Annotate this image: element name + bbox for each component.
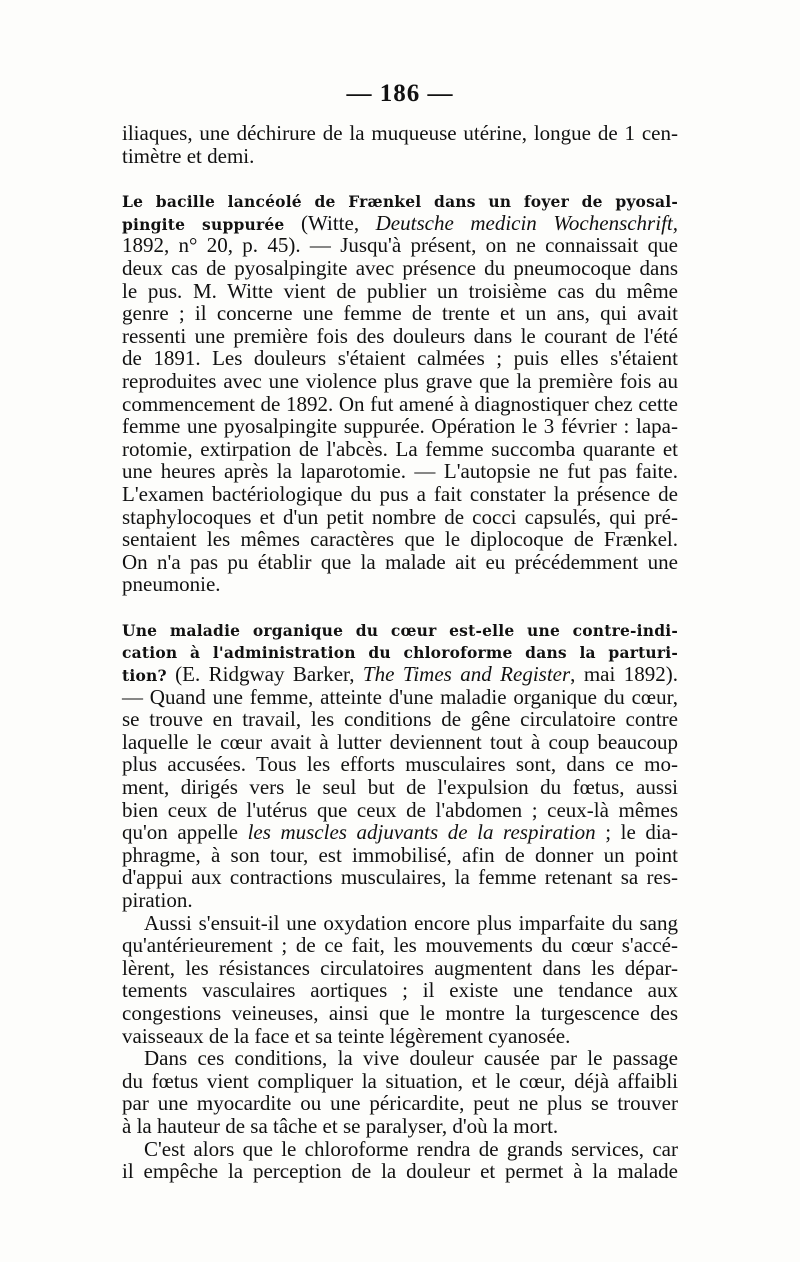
text-line: tements vasculaires aortiques ; il existe une tendance aux (122, 978, 678, 1003)
text-line: pneumonie. (122, 572, 221, 597)
journal-name: Deutsche medicin Wochenschrift, (375, 210, 678, 235)
text-line: reproduites avec une violence plus grave que la première fois au (122, 368, 678, 393)
text-line: timètre et demi. (122, 143, 255, 168)
article-title-line (122, 640, 678, 663)
text-line: une heures après la laparotomie. — L'autopsie ne fut pas faite. (122, 459, 678, 484)
text-line: Dans ces conditions, la vive douleur causée par le passage (144, 1046, 678, 1071)
text-line: femme une pyosalpingite suppurée. Opération le 3 février : lapa- (122, 414, 678, 439)
text-line: On n'a pas pu établir que la malade ait eu précédemment une (122, 549, 678, 574)
article-title-line (122, 189, 678, 212)
text-line: genre ; il concerne une femme de trente et un ans, qui avait (122, 301, 678, 326)
article-title-line (122, 618, 678, 641)
text-line: d'appui aux contractions musculaires, la femme retenant sa res- (122, 865, 678, 890)
text-line: iliaques, une déchirure de la muqueuse utérine, longue de 1 cen- (122, 121, 678, 145)
text-line: ressenti une première fois des douleurs dans le courant de l'été (122, 323, 678, 348)
emphasis: les muscles adjuvants de la respiration (247, 820, 596, 845)
citation: , mai 1892). (570, 662, 679, 687)
text-line: L'examen bactériologique du pus a fait constater la présence de (122, 481, 678, 506)
text-line: ment, dirigés vers le seul but de l'expulsion du fœtus, aussi (122, 775, 678, 800)
text-line: — Quand une femme, atteinte d'une maladie organique du cœur, (122, 684, 678, 709)
text-line: plus accusées. Tous les efforts musculaires sont, dans ce mo- (122, 752, 678, 777)
text-line: piration. (122, 888, 193, 912)
page-text (122, 122, 678, 1183)
article-title: pingite suppurée (122, 214, 285, 234)
text-line: à la hauteur de sa tâche et se paralyser, d'où la mort. (122, 1113, 559, 1138)
text-line: bien ceux de l'utérus que ceux de l'abdomen ; ceux-là mêmes (122, 797, 678, 822)
text-line: se trouve en travail, les conditions de gêne circulatoire contre (122, 707, 678, 732)
text-line: il empêche la perception de la douleur et permet à la malade (122, 1159, 678, 1184)
text-line: C'est alors que le chloroforme rendra de grands services, car (144, 1136, 678, 1161)
text-line: 1892, n° 20, p. 45). — Jusqu'à présent, on ne connaissait que (122, 233, 678, 258)
article-frankel (122, 189, 678, 596)
text-line: du fœtus vient compliquer la situation, et le cœur, déjà affaibli (122, 1068, 678, 1093)
text-line: vaisseaux de la face et sa teinte légèrement cyanosée. (122, 1023, 571, 1048)
citation: (Witte, (284, 210, 376, 235)
text-line: qu'antérieurement ; de ce fait, les mouvements du cœur s'accé- (122, 933, 678, 958)
journal-name: The Times and Register (362, 662, 571, 687)
text-line (122, 663, 678, 686)
citation: (E. Ridgway Barker, (166, 662, 363, 687)
text-line: lèrent, les résistances circulatoires augmentent dans les dépar- (122, 955, 678, 980)
text-line: commencement de 1892. On fut amené à diagnostiquer chez cette (122, 391, 678, 416)
text-line: deux cas de pyosalpingite avec présence du pneumocoque dans (122, 255, 678, 280)
article-title: Le bacille lancéolé de Frænkel dans un foyer de pyosal- (122, 192, 678, 212)
article-title: cation à l'administration du chloroforme dans la parturi- (122, 643, 678, 663)
text-line: congestions veineuses, ainsi que le montre la turgescence des (122, 1000, 678, 1025)
article-title: tion? (122, 666, 167, 686)
text-line: rotomie, extirpation de l'abcès. La femme succomba quarante et (122, 436, 678, 461)
page-number: — 186 — (346, 80, 454, 107)
article-title: Une maladie organique du cœur est-elle une contre-indi- (122, 620, 678, 640)
article-chloroform (122, 618, 678, 1183)
text-line: de 1891. Les douleurs s'étaient calmées ; puis elles s'étaient (122, 346, 678, 371)
text-fragment: ; le dia- (595, 820, 678, 845)
continuation-paragraph (122, 122, 678, 167)
text-line: sentaient les mêmes caractères que le diplocoque de Frænkel. (122, 527, 678, 552)
text-fragment: qu'on appelle (122, 820, 248, 845)
text-line: laquelle le cœur avait à lutter deviennent tout à coup beaucoup (122, 729, 678, 754)
text-line (122, 821, 678, 844)
text-line: par une myocardite ou une péricardite, peut ne plus se trouver (122, 1091, 678, 1116)
text-line: Aussi s'ensuit-il une oxydation encore plus imparfaite du sang (144, 910, 678, 935)
text-line: phragme, à son tour, est immobilisé, afin de donner un point (122, 842, 678, 867)
text-line: le pus. M. Witte vient de publier un troisième cas du même (122, 278, 678, 303)
text-line: staphylocoques et d'un petit nombre de cocci capsulés, qui pré- (122, 504, 678, 529)
text-line (122, 212, 678, 235)
